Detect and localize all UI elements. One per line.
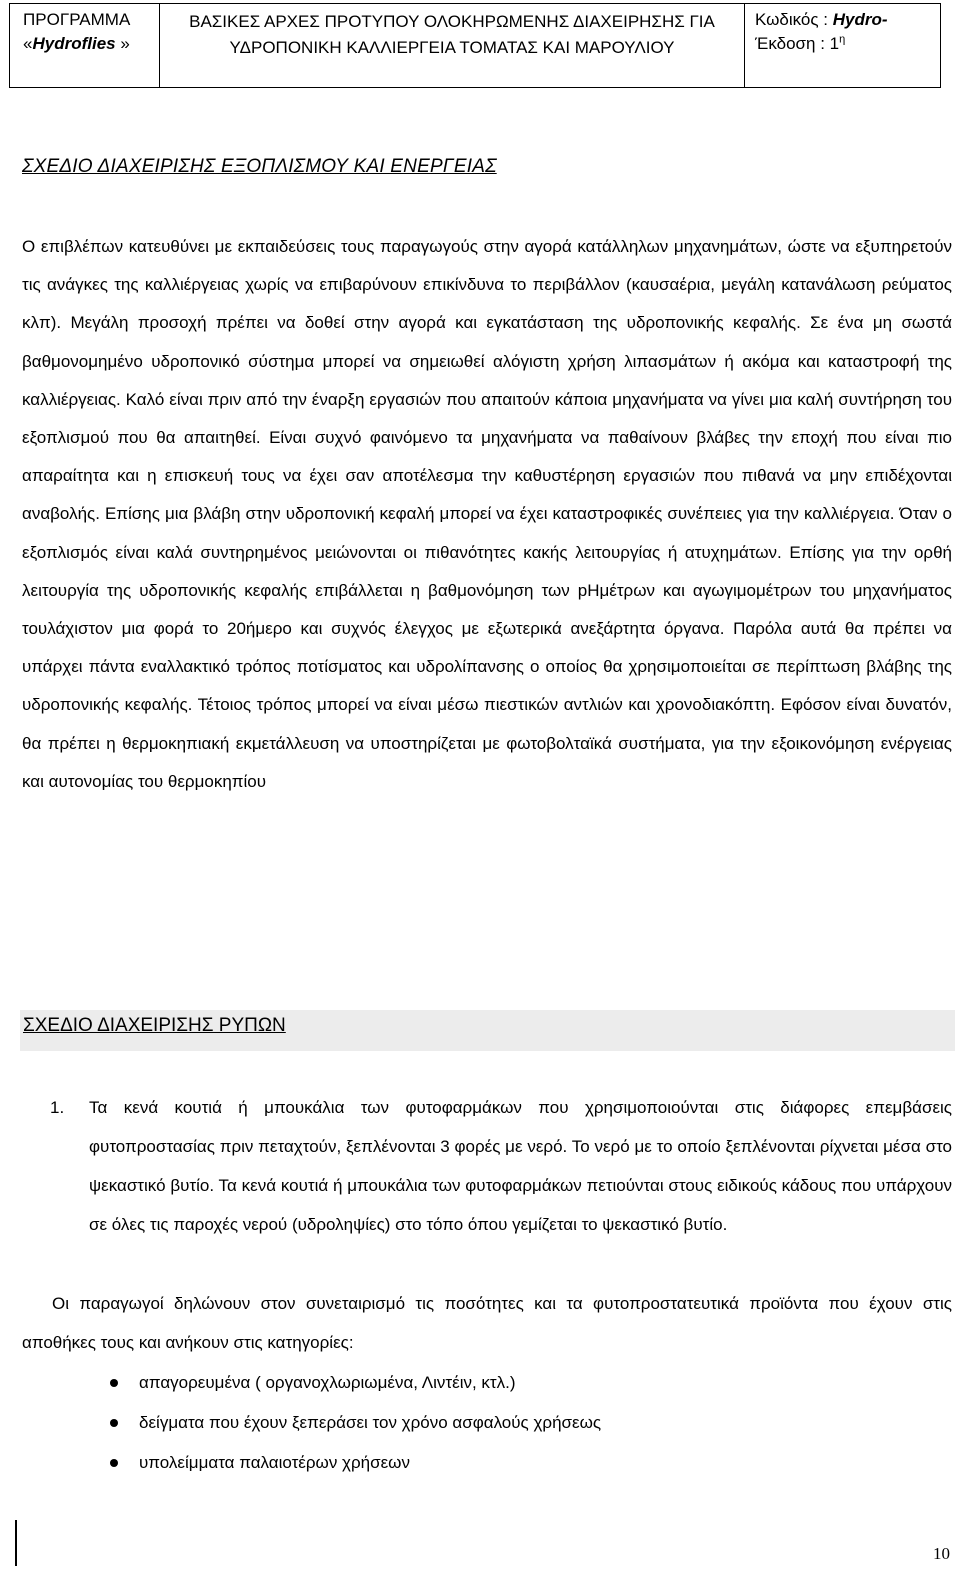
page-number: 10 — [933, 1544, 950, 1563]
document-header — [9, 3, 941, 88]
program-label: ΠΡΟΓΡΑΜΜΑ — [23, 10, 131, 29]
doc-title-cell — [160, 4, 745, 87]
section2-title: ΣΧΕΔΙΟ ΔΙΑΧΕΙΡΙΣΗΣ ΡΥΠΩΝ — [20, 1010, 955, 1051]
section1-title: ΣΧΕΔΙΟ ΔΙΑΧΕΙΡΙΣΗΣ ΕΞΟΠΛΙΣΜΟΥ ΚΑΙ ΕΝΕΡΓΕΙΑΣ — [22, 156, 497, 177]
list-item — [50, 1088, 952, 1244]
program-cell — [10, 4, 160, 87]
program-name-line: «Hydroflies » — [23, 34, 130, 53]
section2-paragraph: Οι παραγωγοί δηλώνουν στον συνεταιρισμό τις ποσότητες και τα φυτοπροστατευτικά προϊόντα που έχουν στις αποθήκες τους και ανήκουν στις κατηγορίες: — [22, 1294, 952, 1352]
code-line: Κωδικός : Hydro- — [755, 10, 888, 29]
bullet-item: δείγματα που έχουν ξεπεράσει τον χρόνο ασφαλούς χρήσεως — [110, 1403, 601, 1443]
numbered-list — [50, 1088, 952, 1244]
list-number: 1. — [50, 1098, 65, 1117]
program-name: Hydroflies — [32, 34, 116, 53]
bullet-item: υπολείμματα παλαιοτέρων χρήσεων — [110, 1443, 601, 1483]
bullet-icon — [110, 1419, 118, 1427]
code-cell — [745, 4, 940, 87]
code-value: Hydro- — [832, 10, 888, 29]
section1-paragraph: Ο επιβλέπων κατευθύνει με εκπαιδεύσεις τους παραγωγούς στην αγορά κατάλληλων μηχανημάτων, ώστε να εξυπηρετούν τις ανάγκες της καλλιέργειας χωρίς να επιβαρύνουν επικίνδυνα το περιβάλλον (καυσαέρια, μεγάλη κατανάλωση ρεύματος κλπ). Μεγάλη προσοχή πρέπει να δοθεί στην αγορά και εγκατάσταση της υδροπονικής κεφαλής. Σε ένα μη σωστά βαθμονομημένο υδροπονικό σύστημα μπορεί να σημειωθεί αλόγιστη χρήση λιπασμάτων ή ακόμα και καταστροφή της καλλιέργειας. Καλό είναι πριν από την έναρξη εργασιών που απαιτούν κάποια μηχανήματα να γίνει μια καλή συντήρηση του εξοπλισμού που θα απαιτηθεί. Είναι συχνό φαινόμενο τα μηχανήματα να παθαίνουν βλάβες την εποχή που είναι πιο απαραίτητα και η επισκευή τους να έχει σαν αποτέλεσμα την καθυστέρηση εργασιών που πιθανά να μην επιδέχονται αναβολής. Επίσης μια βλάβη στην υδροπονική κεφαλή μπορεί να έχει καταστροφικές συνέπειες για την καλλιέργεια. Όταν ο εξοπλισμός είναι καλά συντηρημένος μειώνονται οι πιθανότητες κακής λειτουργίας ή ατυχημάτων. Επίσης για την ορθή λειτουργία της υδροπονικής κεφαλής επιβάλλεται η βαθμονόμηση των pHμέτρων και αγωγιμομέτρων του μηχανήματος τουλάχιστον μια φορά το 20ήμερο και συχνός έλεγχος με εξωτερικά ανεξάρτητα όργανα. Παρόλα αυτά θα πρέπει να υπάρχει πάντα εναλλακτικό τρόπος ποτίσματος και υδρολίπανσης ο οποίος θα χρησιμοποιείται σε περίπτωση βλάβης της υδροπονικής κεφαλής. Τέτοιος τρόπος μπορεί να είναι μέσω πιεστικών αντλιών και χρονοδιακόπτη. Εφόσον είναι δυνατόν, θα πρέπει η θερμοκηπιακή εκμετάλλευση να υποστηρίζεται με φωτοβολταϊκά συστήματα, για την εξοικονόμηση ενέργειας και αυτονομίας του θερμοκηπίου — [22, 237, 952, 791]
list-item-text: Τα κενά κουτιά ή μπουκάλια των φυτοφαρμάκων που χρησιμοποιούνται στις διάφορες επεμβάσεις φυτοπροστασίας πριν πεταχτούν, ξεπλένονται 3 φορές με νερό. Το νερό με το οποίο ξεπλένονται ρίχνεται μέσα στο ψεκαστικό βυτίο. Τα κενά κουτιά ή μπουκάλια των φυτοφαρμάκων πετιούνται στους ειδικούς κάδους που υπάρχουν σε όλες τις παροχές νερού (υδροληψίες) στο τόπο όπου γεμίζεται το ψεκαστικό βυτίο. — [89, 1098, 952, 1234]
bullet-icon — [110, 1459, 118, 1467]
bullet-item: απαγορευμένα ( οργανοχλωριωμένα, Λιντέιν, κτλ.) — [110, 1363, 601, 1403]
edition-line: Έκδοση : $1^\eta$ — [755, 33, 846, 53]
footer-divider — [15, 1520, 17, 1566]
doc-title-line1: ΒΑΣΙΚΕΣ ΑΡΧΕΣ ΠΡΟΤΥΠΟΥ ΟΛΟΚΗΡΩΜΕΝΗΣ ΔΙΑΧΕΙΡΗΣΗΣ ΓΙΑ — [189, 12, 715, 31]
bullet-list — [110, 1363, 601, 1483]
bullet-icon — [110, 1379, 118, 1387]
doc-title-line2: ΥΔΡΟΠΟΝΙΚΗ ΚΑΛΛΙΕΡΓΕΙΑ ΤΟΜΑΤΑΣ ΚΑΙ ΜΑΡΟΥΛΙΟΥ — [229, 38, 675, 57]
